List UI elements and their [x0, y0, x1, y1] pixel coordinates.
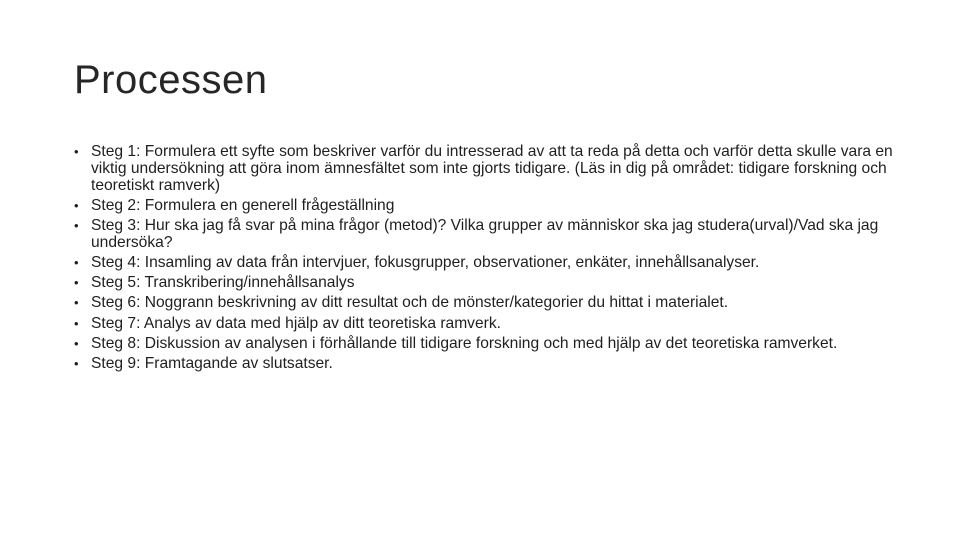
list-item-text: Steg 9: Framtagande av slutsatser. — [91, 354, 333, 372]
bullet-icon: • — [74, 295, 79, 311]
bullet-icon: • — [74, 217, 79, 233]
list-item-text: Steg 6: Noggrann beskrivning av ditt resultat och de mönster/kategorier du hittat i materialet. — [91, 294, 729, 312]
bullet-icon: • — [74, 254, 79, 270]
list-item-text: Steg 7: Analys av data med hjälp av ditt teoretiska ramverk. — [91, 314, 501, 332]
list-item-text: Steg 3: Hur ska jag få svar på mina frågor (metod)? Vilka grupper av människor ska jag studera(urval)/Vad ska jag undersöka? — [91, 216, 879, 251]
list-item — [74, 255, 894, 272]
list-item — [74, 336, 894, 353]
list-item-text: Steg 2: Formulera en generell frågeställning — [91, 196, 395, 214]
bullet-icon: • — [74, 275, 79, 291]
bullet-icon: • — [74, 335, 79, 351]
bullet-icon: • — [74, 144, 79, 159]
slide-title: Processen — [74, 58, 268, 102]
list-item-text: Steg 4: Insamling av data från intervjuer, fokusgrupper, observationer, enkäter, innehållsanalyser. — [91, 253, 760, 271]
list-item — [74, 356, 894, 373]
bullet-icon: • — [74, 355, 79, 371]
list-item-text: Steg 1: Formulera ett syfte som beskriver varför du intresserad av att ta reda på detta och varför detta skulle vara en viktig undersökning att göra inom ämnesfältet som inte gjorts tidigare. (Läs in dig på området: tidigare forskning och teoretiskt ramverk) — [91, 143, 893, 194]
list-item — [74, 295, 894, 312]
list-item — [74, 144, 894, 194]
bullet-icon: • — [74, 197, 79, 213]
list-item-text: Steg 5: Transkribering/innehållsanalys — [91, 274, 355, 292]
list-item — [74, 275, 894, 292]
list-item — [74, 316, 894, 333]
list-item — [74, 198, 894, 215]
list-item — [74, 218, 894, 252]
list-item-text: Steg 8: Diskussion av analysen i förhållande till tidigare forskning och med hjälp av det teoretiska ramverket. — [91, 334, 838, 352]
bullet-icon: • — [74, 315, 79, 331]
bullet-list — [74, 144, 894, 373]
